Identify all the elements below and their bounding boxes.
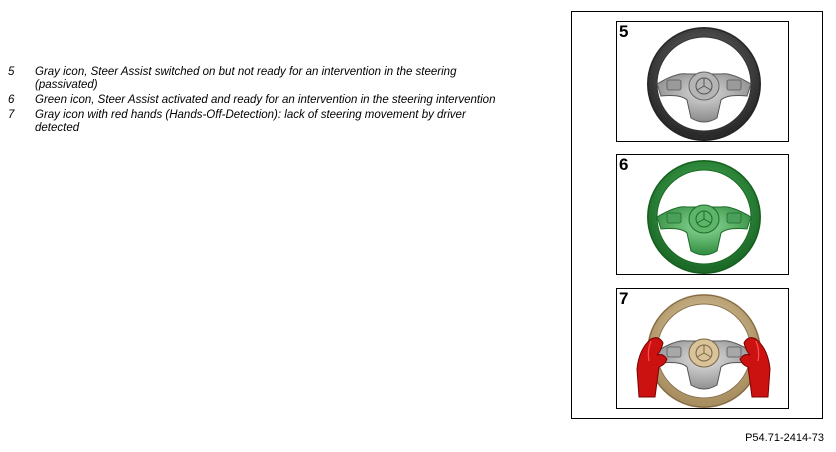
legend-text: Gray icon with red hands (Hands-Off-Detection): lack of steering movement by driver detected [35,109,466,134]
panel-label: 6 [619,155,629,174]
panel-5 [616,21,789,142]
panel-label: 7 [619,289,629,308]
legend-number: 7 [8,109,15,121]
panel-7 [616,288,789,409]
steering-wheel-gray-red-hands-icon [617,289,789,409]
legend-number: 6 [8,94,15,106]
legend-item-6 [8,94,508,107]
legend-number: 5 [8,66,15,78]
panel-6 [616,154,789,275]
legend-text: Gray icon, Steer Assist switched on but not ready for an intervention in the steering (passivated) [35,66,457,91]
steering-wheel-gray-icon [617,22,789,142]
legend-item-5 [8,66,508,92]
legend-text: Green icon, Steer Assist activated and ready for an intervention in the steering intervention [35,94,496,106]
steering-wheel-green-icon [617,155,789,275]
legend-list [8,66,508,137]
figure-frame [571,11,823,419]
figure-code: P54.71-2414-73 [745,432,824,444]
legend-item-7 [8,109,508,135]
panel-label: 5 [619,22,629,41]
